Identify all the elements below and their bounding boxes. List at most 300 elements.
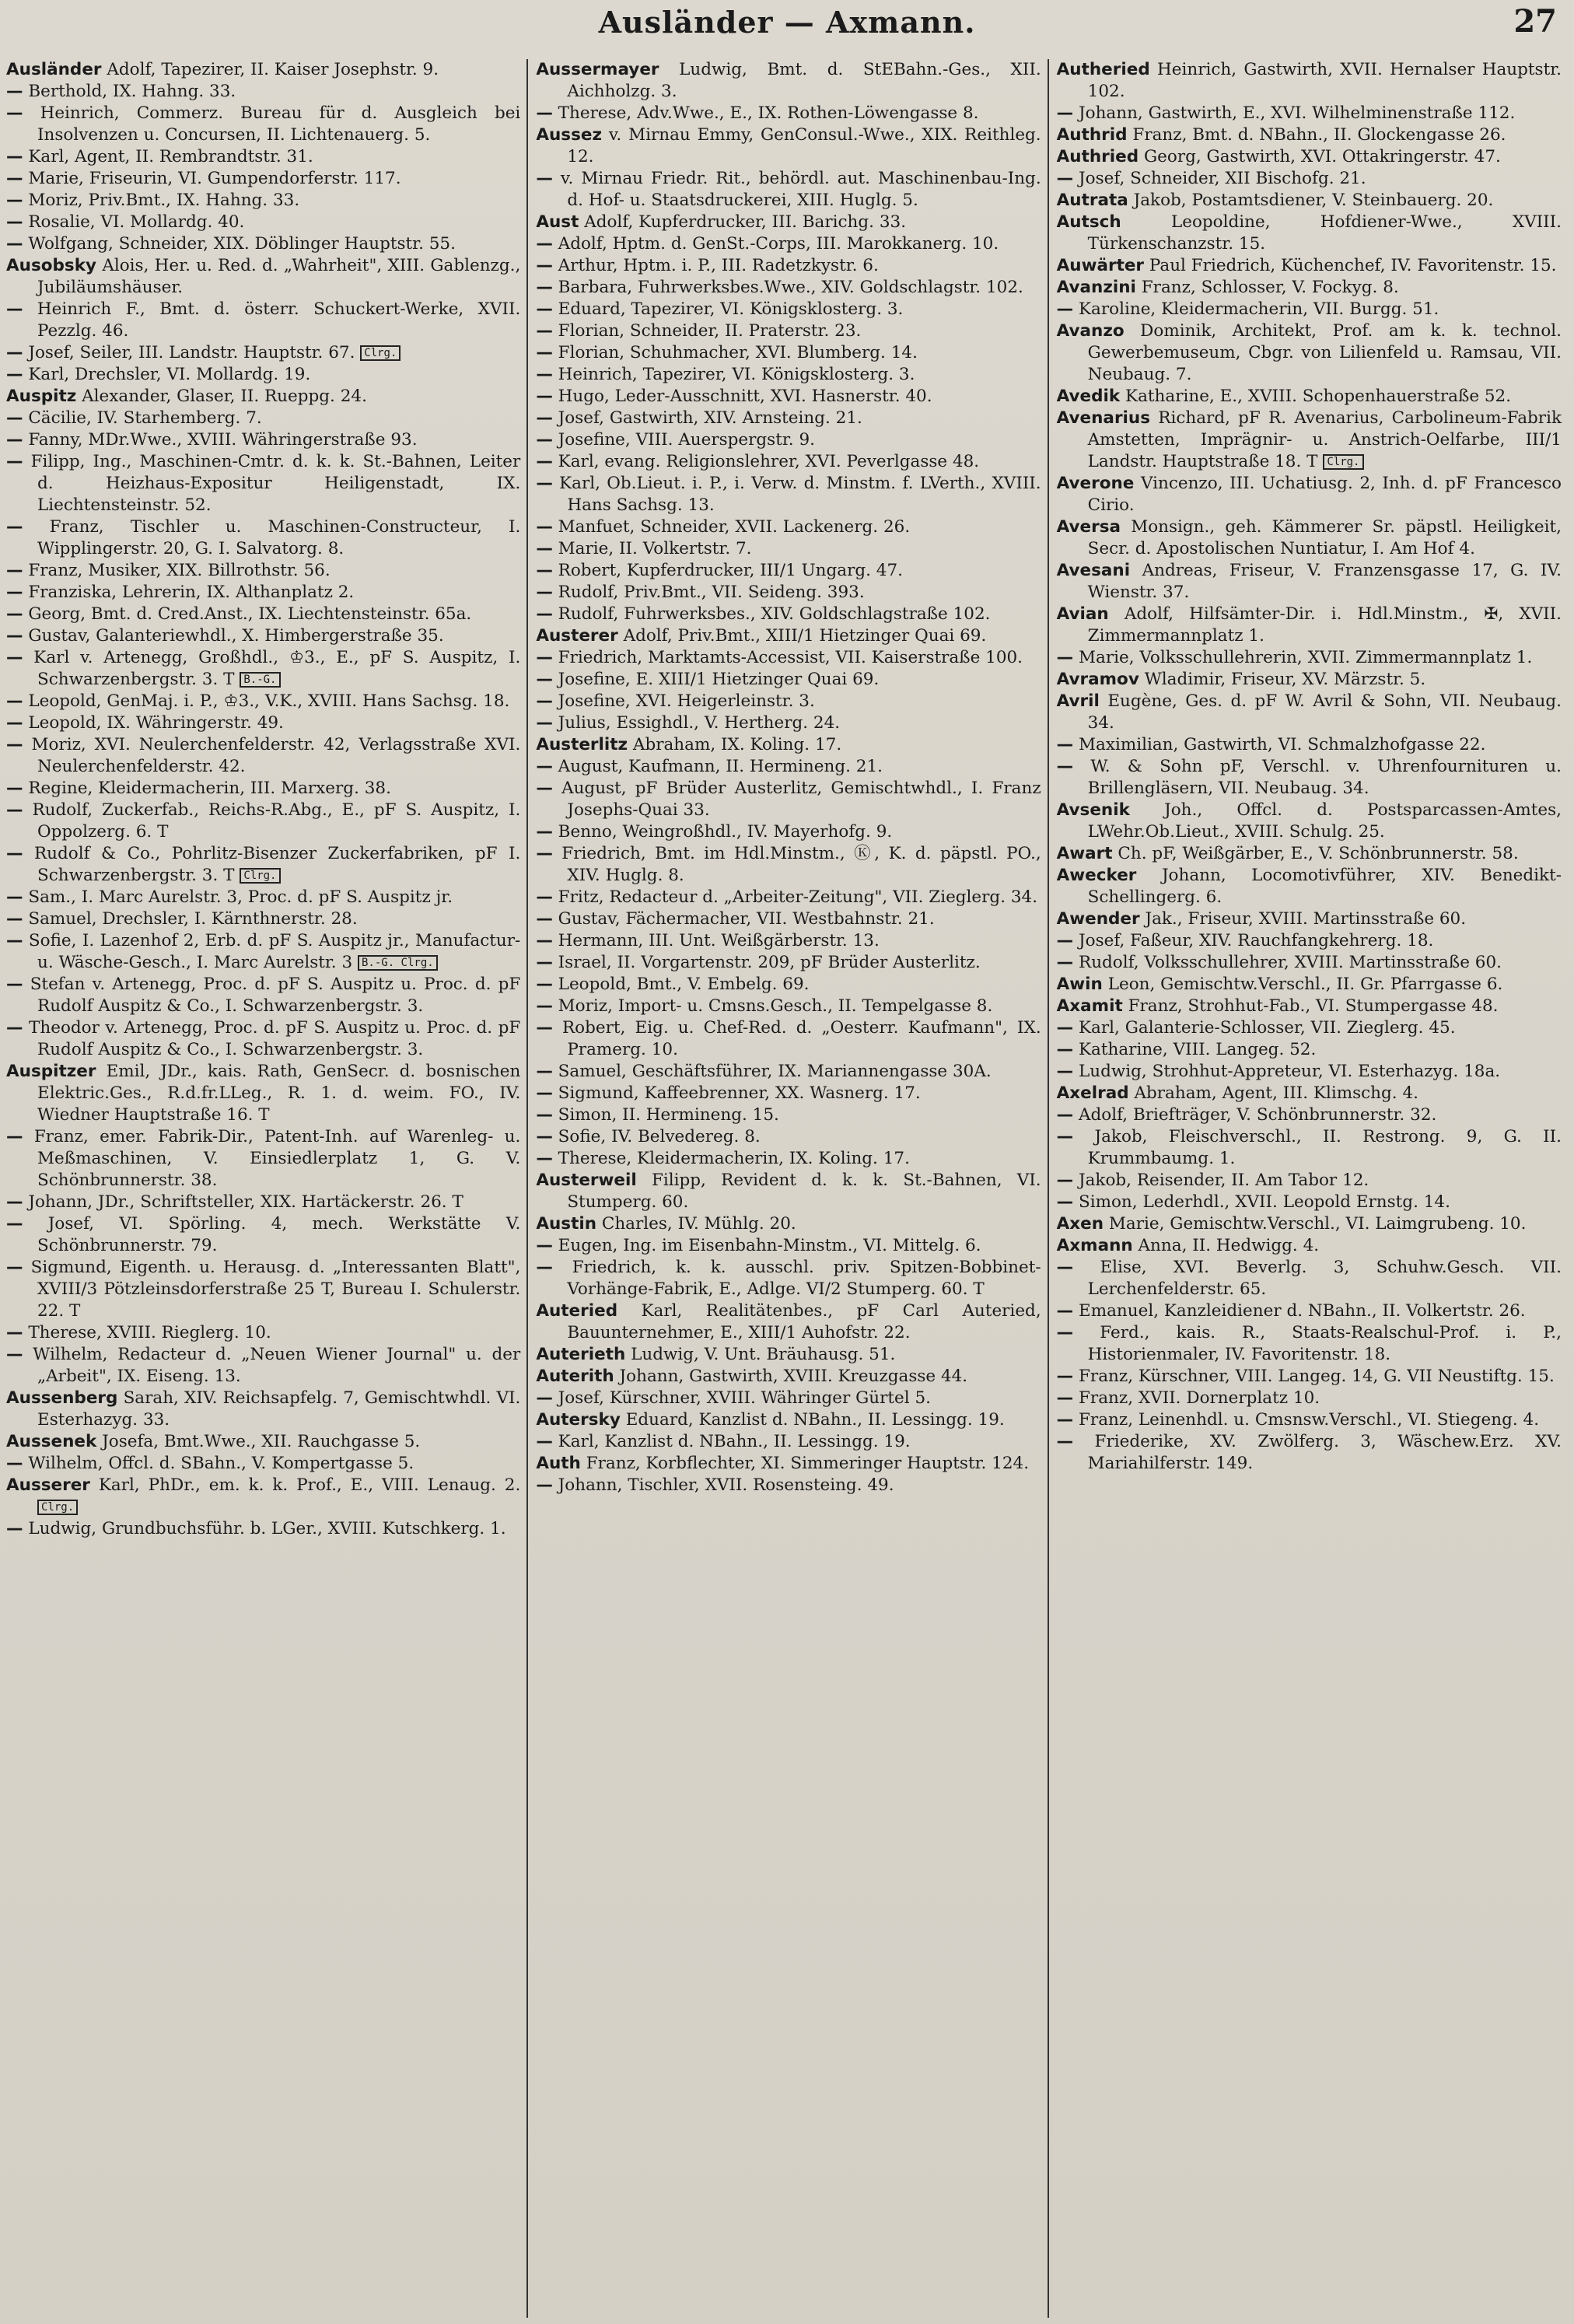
entry-surname: — xyxy=(1056,1323,1074,1342)
entry-details: Jak., Friseur, XVIII. Martinsstraße 60. xyxy=(1145,909,1467,929)
entry-details: Joh., Offcl. d. Postsparcassen-Amtes, LWehr.Ob.Lieut., XVIII. Schulg. 25. xyxy=(1087,800,1562,842)
entry-surname: — xyxy=(6,1258,23,1277)
entry-surname: — xyxy=(6,779,23,798)
directory-entry xyxy=(536,538,1041,560)
entry-details: Ludwig, V. Unt. Bräuhausg. 51. xyxy=(631,1345,896,1364)
entry-details: Dominik, Architekt, Prof. am k. k. technol. Gewerbemuseum, Cbgr. von Lilienfeld u. Ramsau, VII. Neubaug. 7. xyxy=(1087,321,1562,384)
directory-entry xyxy=(536,59,1041,103)
entry-surname: — xyxy=(536,539,553,558)
entry-details: Emil, JDr., kais. Rath, GenSecr. d. bosnischen Elektric.Ges., R.d.fr.LLeg., R. 1. d. weim. FO., IV. Wiedner Hauptstraße 16. T xyxy=(37,1062,521,1125)
entry-details: Alexander, Glaser, II. Rueppg. 24. xyxy=(82,387,367,406)
entry-details: Josef, Kürschner, XVIII. Währinger Gürtel 5. xyxy=(558,1388,932,1408)
entry-surname: — xyxy=(6,1018,23,1038)
entry-details: Jakob, Reisender, II. Am Tabor 12. xyxy=(1079,1171,1369,1190)
entry-surname: Avramov xyxy=(1056,670,1139,689)
entry-surname: Aussermayer xyxy=(536,60,659,79)
entry-details: Jakob, Postamtsdiener, V. Steinbauerg. 20. xyxy=(1133,191,1494,210)
entry-details: Friedrich, Marktamts-Accessist, VII. Kaiserstraße 100. xyxy=(558,648,1023,667)
directory-entry xyxy=(6,212,520,233)
directory-entry xyxy=(6,1257,520,1322)
entry-surname: — xyxy=(536,408,553,428)
directory-entry xyxy=(1057,1170,1562,1192)
entry-details: Florian, Schneider, II. Praterstr. 23. xyxy=(558,321,862,341)
directory-entry xyxy=(536,647,1041,669)
directory-entry xyxy=(6,429,520,451)
entry-details: Emanuel, Kanzleidiener d. NBahn., II. Volkertstr. 26. xyxy=(1079,1301,1526,1321)
directory-entry xyxy=(1057,1192,1562,1213)
entry-surname: — xyxy=(6,583,23,602)
entry-surname: — xyxy=(6,735,23,754)
entry-details: Friedrich, Bmt. im Hdl.Minstm., Ⓚ, K. d. päpstl. PO., XIV. Huglg. 8. xyxy=(561,844,1041,885)
entry-details: Marie, Gemischtw.Verschl., VI. Laimgrubeng. 10. xyxy=(1108,1214,1527,1234)
directory-entry xyxy=(1057,59,1562,103)
entry-surname: — xyxy=(536,365,553,384)
entry-details: Karl v. Artenegg, Großhdl., ♔3., E., pF S. Auspitz, I. Schwarzenbergstr. 3. T xyxy=(33,648,521,689)
entry-details: August, Kaufmann, II. Hermineng. 21. xyxy=(558,757,883,776)
directory-entry xyxy=(1057,560,1562,604)
entry-details: Johann, Locomotivführer, XIV. Benedikt-Schellingerg. 6. xyxy=(1087,866,1562,907)
entry-details: Johann, Gastwirth, XVIII. Kreuzgasse 44. xyxy=(619,1367,968,1386)
entry-details: Franz, Strohhut-Fab., VI. Stumpergasse 48. xyxy=(1128,996,1499,1016)
directory-entry xyxy=(1057,1126,1562,1170)
entry-details: Friederike, XV. Zwölferg. 3, Wäschew.Erz. XV. Mariahilferstr. 149. xyxy=(1087,1432,1562,1473)
directory-entry xyxy=(6,255,520,299)
entry-surname: — xyxy=(6,1214,23,1234)
directory-entry xyxy=(6,908,520,930)
entry-surname: Axen xyxy=(1056,1214,1104,1234)
entry-details: Heinrich, Commerz. Bureau für d. Ausgleich bei Insolvenzen u. Concursen, II. Lichtenauerg. 5. xyxy=(37,103,521,145)
directory-entry xyxy=(536,1017,1041,1061)
entry-surname: — xyxy=(536,779,553,798)
directory-entry xyxy=(536,124,1041,168)
entry-surname: Avian xyxy=(1056,604,1109,624)
entry-surname: — xyxy=(6,561,23,580)
directory-entry xyxy=(536,1388,1041,1409)
directory-entry xyxy=(6,604,520,625)
entry-details: Israel, II. Vorgartenstr. 209, pF Brüder Austerlitz. xyxy=(558,953,981,972)
entry-details: Karoline, Kleidermacherin, VII. Burgg. 51. xyxy=(1079,299,1439,319)
entry-surname: — xyxy=(536,648,553,667)
directory-entry xyxy=(536,473,1041,516)
directory-entry xyxy=(6,408,520,429)
entry-surname: Auteried xyxy=(536,1301,618,1321)
entry-surname: Austerer xyxy=(536,626,618,646)
directory-entry xyxy=(536,299,1041,320)
directory-entry xyxy=(1057,1300,1562,1322)
directory-entry xyxy=(1057,386,1562,408)
directory-entry xyxy=(6,647,520,691)
entry-details: Richard, pF R. Avenarius, Carbolineum-Fabrik Amstetten, Imprägnir- u. Anstrich-Oelfarbe, III/1 Landstr. Hauptstraße 18. T xyxy=(1087,408,1562,471)
entry-details: Karl, Kanzlist d. NBahn., II. Lessingg. 19. xyxy=(558,1432,911,1451)
entry-surname: Auwärter xyxy=(1056,256,1145,275)
entry-details: Samuel, Drechsler, I. Kärnthnerstr. 28. xyxy=(28,909,358,929)
directory-entry xyxy=(6,168,520,190)
directory-entry xyxy=(536,1409,1041,1431)
entry-details: Moriz, XVI. Neulerchenfelderstr. 42, Verlagsstraße XVI. Neulerchenfelderstr. 42. xyxy=(31,735,521,776)
entry-surname: — xyxy=(6,1323,23,1342)
entry-details: Josef, Gastwirth, XIV. Arnsteing. 21. xyxy=(558,408,862,428)
directory-entry xyxy=(6,560,520,582)
entry-details: Abraham, IX. Koling. 17. xyxy=(632,735,842,754)
directory-entry xyxy=(1057,974,1562,996)
directory-entry xyxy=(1057,277,1562,299)
entry-surname: — xyxy=(1056,1432,1074,1451)
entry-details: Florian, Schuhmacher, XVI. Blumberg. 14. xyxy=(558,343,918,362)
entry-surname: — xyxy=(1056,169,1074,188)
entry-details: Marie, Volksschullehrerin, XVII. Zimmermannplatz 1. xyxy=(1079,648,1533,667)
entry-details: Andreas, Friseur, V. Franzensgasse 17, G. IV. Wienstr. 37. xyxy=(1087,561,1562,602)
entry-details: Hugo, Leder-Ausschnitt, XVI. Hasnerstr. 40. xyxy=(558,387,932,406)
entry-details: Adolf, Priv.Bmt., XIII/1 Hietzinger Quai 69. xyxy=(623,626,987,646)
entry-surname: — xyxy=(536,387,553,406)
entry-details: Sam., I. Marc Aurelstr. 3, Proc. d. pF S. Auspitz jr. xyxy=(28,887,453,907)
entry-surname: — xyxy=(536,909,553,929)
entry-surname: Auterieth xyxy=(536,1345,626,1364)
entry-details: Rudolf, Priv.Bmt., VII. Seideng. 393. xyxy=(558,583,865,602)
entry-details: Barbara, Fuhrwerksbes.Wwe., XIV. Goldschlagstr. 102. xyxy=(558,278,1023,297)
entry-details: Cäcilie, IV. Starhemberg. 7. xyxy=(28,408,262,428)
directory-entry xyxy=(536,1104,1041,1126)
entry-details: Karl, Ob.Lieut. i. P., i. Verw. d. Minstm. f. LVerth., XVIII. Hans Sachsg. 13. xyxy=(559,474,1041,515)
directory-entry xyxy=(1057,800,1562,843)
entry-details: Wilhelm, Redacteur d. „Neuen Wiener Journal" u. der „Arbeit", IX. Eiseng. 13. xyxy=(33,1345,521,1386)
directory-entry xyxy=(1057,473,1562,516)
entry-surname: — xyxy=(6,147,23,166)
entry-details: Rosalie, VI. Mollardg. 40. xyxy=(28,212,245,232)
entry-details: Josefine, XVI. Heigerleinstr. 3. xyxy=(558,691,815,711)
entry-details: Robert, Kupferdrucker, III/1 Ungarg. 47. xyxy=(558,561,903,580)
entry-surname: Axmann xyxy=(1056,1236,1133,1255)
entry-surname: Authried xyxy=(1056,147,1139,166)
entry-surname: Awecker xyxy=(1056,866,1137,885)
entry-surname: Autsch xyxy=(1056,212,1121,232)
entry-surname: — xyxy=(1056,1388,1074,1408)
directory-entry xyxy=(6,146,520,168)
entry-details: Katharine, E., XVIII. Schopenhauerstraße 52. xyxy=(1125,387,1512,406)
entry-details: Adolf, Briefträger, V. Schönbrunnerstr. 32. xyxy=(1079,1105,1437,1125)
entry-details: Franz, Kürschner, VIII. Langeg. 14, G. VII Neustiftg. 15. xyxy=(1079,1367,1555,1386)
entry-surname: — xyxy=(536,1018,553,1038)
directory-entry xyxy=(1057,734,1562,756)
entry-surname: — xyxy=(6,430,23,450)
directory-entry xyxy=(536,930,1041,952)
entry-details: Johann, Tischler, XVII. Rosensteing. 49. xyxy=(558,1475,894,1495)
entry-details: Leon, Gemischtw.Verschl., II. Gr. Pfarrgasse 6. xyxy=(1107,975,1503,994)
entry-details: Ch. pF, Weißgärber, E., V. Schönbrunnerstr. 58. xyxy=(1118,844,1519,863)
directory-entry xyxy=(536,103,1041,124)
directory-entry xyxy=(6,930,520,974)
entry-details: Rudolf, Volksschullehrer, XVIII. Martinsstraße 60. xyxy=(1079,953,1502,972)
directory-entry xyxy=(1057,930,1562,952)
entry-badge: Clrg. xyxy=(37,1500,78,1515)
entry-surname: — xyxy=(536,975,553,994)
entry-surname: Austin xyxy=(536,1214,597,1234)
entry-details: Julius, Essighdl., V. Hertherg. 24. xyxy=(558,713,841,733)
entry-details: Fanny, MDr.Wwe., XVIII. Währingerstraße 93. xyxy=(28,430,418,450)
entry-surname: — xyxy=(1056,648,1074,667)
directory-entry xyxy=(1057,1235,1562,1257)
entry-surname: — xyxy=(1056,1018,1074,1038)
entry-details: Rudolf & Co., Pohrlitz-Bisenzer Zuckerfabriken, pF I. Schwarzenbergstr. 3. T xyxy=(33,844,521,885)
entry-surname: Avanzo xyxy=(1056,321,1125,341)
directory-entry xyxy=(1057,952,1562,974)
entry-surname: Auspitz xyxy=(6,387,77,406)
entry-details: Josefa, Bmt.Wwe., XII. Rauchgasse 5. xyxy=(102,1432,421,1451)
directory-entry xyxy=(1057,190,1562,212)
directory-entry xyxy=(1057,1083,1562,1104)
directory-entry xyxy=(1057,103,1562,124)
entry-badge: B.-G. Clrg. xyxy=(358,955,438,971)
entry-details: Karl, Realitätenbes., pF Carl Auteried, Bauunternehmer, E., XIII/1 Auhofstr. 22. xyxy=(567,1301,1041,1342)
entry-surname: — xyxy=(6,1345,23,1364)
entry-surname: — xyxy=(6,343,23,362)
entry-badge: Clrg. xyxy=(360,345,400,361)
entry-details: Moriz, Import- u. Cmsns.Gesch., II. Tempelgasse 8. xyxy=(558,996,993,1016)
directory-entry xyxy=(536,1235,1041,1257)
entry-details: Simon, II. Hermineng. 15. xyxy=(558,1105,779,1125)
entry-details: Karl, Agent, II. Rembrandtstr. 31. xyxy=(28,147,313,166)
entry-surname: — xyxy=(6,299,23,319)
entry-details: Karl, Galanterie-Schlosser, VII. Zieglerg. 45. xyxy=(1079,1018,1456,1038)
directory-entry xyxy=(536,277,1041,299)
entry-surname: — xyxy=(536,670,553,689)
directory-entry xyxy=(1057,1388,1562,1409)
entry-surname: Aussenek xyxy=(6,1432,97,1451)
entry-surname: — xyxy=(1056,1105,1074,1125)
entry-surname: — xyxy=(6,169,23,188)
directory-entry xyxy=(6,843,520,887)
column-3 xyxy=(1048,59,1568,2318)
directory-entry xyxy=(536,887,1041,908)
directory-entry xyxy=(6,451,520,516)
directory-entry xyxy=(1057,908,1562,930)
directory-entry xyxy=(1057,691,1562,734)
entry-details: Vincenzo, III. Uchatiusg. 2, Inh. d. pF Francesco Cirio. xyxy=(1087,474,1562,515)
entry-details: Therese, Adv.Wwe., E., IX. Rothen-Löwengasse 8. xyxy=(558,103,979,123)
directory-entry xyxy=(1057,255,1562,277)
directory-entry xyxy=(536,625,1041,647)
entry-surname: — xyxy=(536,430,553,450)
entry-surname: — xyxy=(536,321,553,341)
directory-entry xyxy=(1057,408,1562,473)
entry-details: Franz, Tischler u. Maschinen-Constructeur, I. Wipplingerstr. 20, G. I. Salvatorg. 8. xyxy=(37,517,521,558)
entry-surname: Autheried xyxy=(1056,60,1150,79)
entry-details: Adolf, Hptm. d. GenSt.-Corps, III. Marokkanerg. 10. xyxy=(558,234,999,254)
entry-surname: — xyxy=(6,452,23,471)
entry-surname: Avanzini xyxy=(1056,278,1136,297)
directory-entry xyxy=(536,320,1041,342)
entry-details: Wladimir, Friseur, XV. Märzstr. 5. xyxy=(1144,670,1426,689)
entry-surname: — xyxy=(6,1192,23,1212)
entry-surname: — xyxy=(536,1105,553,1125)
entry-details: Therese, XVIII. Rieglerg. 10. xyxy=(28,1323,271,1342)
entry-details: Gustav, Galanteriewhdl., X. Himbergerstraße 35. xyxy=(28,626,444,646)
directory-entry xyxy=(6,1322,520,1344)
entry-surname: — xyxy=(1056,1367,1074,1386)
entry-details: Josef, Seiler, III. Landstr. Hauptstr. 67. xyxy=(28,343,355,362)
entry-details: Berthold, IX. Hahng. 33. xyxy=(28,82,236,101)
entry-details: Paul Friedrich, Küchenchef, IV. Favoritenstr. 15. xyxy=(1149,256,1557,275)
entry-surname: — xyxy=(1056,1062,1074,1081)
entry-details: Heinrich F., Bmt. d. österr. Schuckert-Werke, XVII. Pezzlg. 46. xyxy=(37,299,521,341)
entry-surname: Avesani xyxy=(1056,561,1131,580)
entry-surname: Autersky xyxy=(536,1410,621,1430)
directory-entry xyxy=(1057,1017,1562,1039)
entry-surname: — xyxy=(6,517,23,537)
entry-details: Marie, II. Volkertstr. 7. xyxy=(558,539,752,558)
entry-details: Benno, Weingroßhdl., IV. Mayerhofg. 9. xyxy=(558,822,893,842)
entry-details: Sigmund, Eigenth. u. Herausg. d. „Interessanten Blatt", XVIII/3 Pötzleinsdorferstraße 25 T, Bureau I. Schulerstr. 22. T xyxy=(30,1258,521,1321)
entry-details: August, pF Brüder Austerlitz, Gemischtwhdl., I. Franz Josephs-Quai 33. xyxy=(561,779,1041,820)
directory-entry xyxy=(1057,1409,1562,1431)
directory-entry xyxy=(536,1126,1041,1148)
entry-details: Regine, Kleidermacherin, III. Marxerg. 38. xyxy=(28,779,391,798)
directory-entry xyxy=(6,1388,520,1431)
entry-surname: — xyxy=(1056,953,1074,972)
directory-entry xyxy=(1057,604,1562,647)
entry-surname: — xyxy=(536,996,553,1016)
entry-surname: — xyxy=(6,191,23,210)
entry-details: Karl, Drechsler, VI. Mollardg. 19. xyxy=(28,365,311,384)
directory-entry xyxy=(6,800,520,843)
entry-details: Jakob, Fleischverschl., II. Restrong. 9, G. II. Krummbaumg. 1. xyxy=(1087,1127,1562,1168)
directory-entry xyxy=(1057,1431,1562,1475)
directory-entry xyxy=(536,233,1041,255)
directory-entry xyxy=(1057,1366,1562,1388)
entry-details: Josef, Faßeur, XIV. Rauchfangkehrerg. 18. xyxy=(1079,931,1434,950)
directory-entry xyxy=(6,625,520,647)
entry-surname: Auspitzer xyxy=(6,1062,96,1081)
directory-entry xyxy=(1057,1257,1562,1300)
entry-details: Manfuet, Schneider, XVII. Lackenerg. 26. xyxy=(558,517,911,537)
directory-entry xyxy=(1057,146,1562,168)
entry-details: Franz, Korbflechter, XI. Simmeringer Hauptstr. 124. xyxy=(586,1454,1030,1473)
directory-entry xyxy=(536,212,1041,233)
directory-entry xyxy=(1057,124,1562,146)
entry-details: Stefan v. Artenegg, Proc. d. pF S. Auspitz u. Proc. d. pF Rudolf Auspitz & Co., I. Schwarzenbergstr. 3. xyxy=(30,975,521,1016)
entry-details: Georg, Gastwirth, XVI. Ottakringerstr. 47. xyxy=(1143,147,1501,166)
entry-surname: — xyxy=(6,408,23,428)
entry-badge: B.-G. xyxy=(240,672,280,688)
entry-details: Johann, JDr., Schriftsteller, XIX. Hartäckerstr. 26. T xyxy=(28,1192,463,1212)
directory-entry xyxy=(6,1453,520,1475)
entry-details: Leopoldine, Hofdiener-Wwe., XVIII. Türkenschanzstr. 15. xyxy=(1087,212,1562,254)
entry-details: Johann, Gastwirth, E., XVI. Wilhelminenstraße 112. xyxy=(1079,103,1516,123)
entry-surname: Autrata xyxy=(1056,191,1128,210)
entry-details: Franz, Schlosser, V. Fockyg. 8. xyxy=(1141,278,1399,297)
entry-badge: Clrg. xyxy=(240,868,280,884)
directory-entry xyxy=(6,887,520,908)
directory-entry xyxy=(6,1061,520,1126)
entry-surname: — xyxy=(1056,1192,1074,1212)
directory-entry xyxy=(536,582,1041,604)
entry-details: Josefine, VIII. Auerspergstr. 9. xyxy=(558,430,815,450)
entry-surname: Aust xyxy=(536,212,579,232)
directory-entry xyxy=(536,1431,1041,1453)
directory-entry xyxy=(536,168,1041,212)
entry-details: Sofie, IV. Belvedereg. 8. xyxy=(558,1127,761,1146)
directory-entry xyxy=(536,821,1041,843)
entry-details: Leopold, Bmt., V. Embelg. 69. xyxy=(558,975,810,994)
entry-surname: — xyxy=(6,626,23,646)
entry-details: Rudolf, Fuhrwerksbes., XIV. Goldschlagstraße 102. xyxy=(558,604,991,624)
directory-entry xyxy=(536,712,1041,734)
entry-details: Filipp, Revident d. k. k. St.-Bahnen, VI. Stumperg. 60. xyxy=(567,1171,1041,1212)
entry-surname: — xyxy=(536,452,553,471)
directory-entry xyxy=(536,408,1041,429)
entry-surname: Axelrad xyxy=(1056,1083,1129,1103)
entry-details: Franz, Bmt. d. NBahn., II. Glockengasse 26. xyxy=(1132,125,1506,145)
entry-details: Arthur, Hptm. i. P., III. Radetzkystr. 6. xyxy=(558,256,879,275)
entry-surname: — xyxy=(1056,1301,1074,1321)
entry-details: Alois, Her. u. Red. d. „Wahrheit", XIII. Gablenzg., Jubiläumshäuser. xyxy=(37,256,521,297)
entry-details: Robert, Eig. u. Chef-Red. d. „Oesterr. Kaufmann", IX. Pramerg. 10. xyxy=(561,1018,1041,1059)
directory-entry xyxy=(536,1083,1041,1104)
entry-surname: Ausländer xyxy=(6,60,102,79)
directory-entry xyxy=(6,1344,520,1388)
entry-surname: — xyxy=(536,474,553,493)
entry-details: v. Mirnau Friedr. Rit., behördl. aut. Maschinenbau-Ing. d. Hof- u. Staatsdruckerei, XIII. Huglg. 5. xyxy=(560,169,1041,210)
entry-details: Abraham, Agent, III. Klimschg. 4. xyxy=(1134,1083,1418,1103)
entry-surname: — xyxy=(6,212,23,232)
entry-surname: — xyxy=(1056,1410,1074,1430)
entry-surname: Authrid xyxy=(1056,125,1128,145)
entry-details: Heinrich, Tapezirer, VI. Königsklosterg. 3. xyxy=(558,365,915,384)
entry-surname: — xyxy=(536,343,553,362)
entry-surname: — xyxy=(536,103,553,123)
directory-entry xyxy=(1057,647,1562,669)
directory-entry xyxy=(6,691,520,712)
directory-entry xyxy=(536,1366,1041,1388)
directory-entry xyxy=(6,103,520,146)
entry-details: Sigmund, Kaffeebrenner, XX. Wasnerg. 17. xyxy=(558,1083,921,1103)
entry-surname: — xyxy=(536,931,553,950)
directory-entry xyxy=(536,1475,1041,1496)
entry-surname: — xyxy=(536,1062,553,1081)
running-head: Ausländer — Axmann. xyxy=(598,5,976,40)
entry-surname: Awender xyxy=(1056,909,1140,929)
directory-entry xyxy=(536,255,1041,277)
entry-surname: — xyxy=(1056,735,1074,754)
entry-surname: — xyxy=(536,583,553,602)
entry-surname: — xyxy=(1056,1171,1074,1190)
entry-details: Eugen, Ing. im Eisenbahn-Minstm., VI. Mittelg. 6. xyxy=(558,1236,981,1255)
entry-surname: — xyxy=(6,103,23,123)
directory-entry xyxy=(536,691,1041,712)
directory-entry xyxy=(1057,168,1562,190)
entry-surname: — xyxy=(6,800,23,820)
entry-surname: — xyxy=(6,648,23,667)
directory-entry xyxy=(536,974,1041,996)
entry-surname: Auterith xyxy=(536,1367,614,1386)
entry-surname: — xyxy=(536,822,553,842)
entry-details: Anna, II. Hedwigg. 4. xyxy=(1138,1236,1320,1255)
entry-details: Karl, evang. Religionslehrer, XVI. Peverlgasse 48. xyxy=(558,452,980,471)
entry-details: Maximilian, Gastwirth, VI. Schmalzhofgasse 22. xyxy=(1079,735,1486,754)
entry-surname: — xyxy=(536,1258,553,1277)
directory-entry xyxy=(536,1061,1041,1083)
entry-surname: — xyxy=(536,1388,553,1408)
entry-details: Adolf, Kupferdrucker, III. Barichg. 33. xyxy=(584,212,907,232)
directory-entry xyxy=(536,560,1041,582)
entry-details: Franz, Leinenhdl. u. Cmsnsw.Verschl., VI. Stiegeng. 4. xyxy=(1079,1410,1540,1430)
entry-details: Ferd., kais. R., Staats-Realschul-Prof. i. P., Historienmaler, IV. Favoritenstr. 18. xyxy=(1087,1323,1562,1364)
entry-details: Karl, PhDr., em. k. k. Prof., E., VIII. Lenaug. 2. xyxy=(98,1475,521,1495)
entry-surname: Ausobsky xyxy=(6,256,97,275)
entry-surname: — xyxy=(536,1127,553,1146)
directory-entry xyxy=(536,1344,1041,1366)
entry-surname: Ausserer xyxy=(6,1475,90,1495)
